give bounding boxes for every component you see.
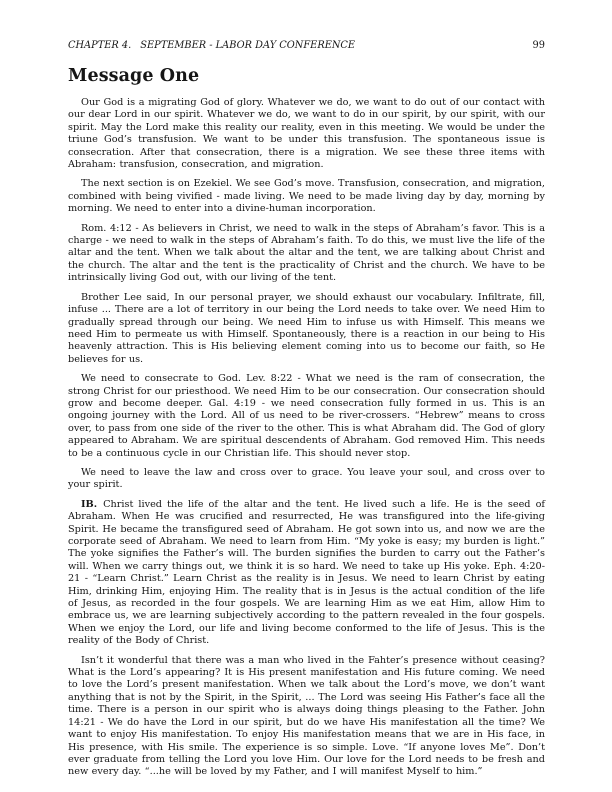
paragraph-text: Christ lived the life of the altar and the tent. He lived such a life. He is the seed of Abraham. When He was crucified and resurrected, He was transfigured into the life-giving Spirit. He became the transfigured seed of Abraham. He got sown into us, and now we are the corporate seed of Abraham. We need to learn from Him. “My yoke is easy; my burden is light.” The yoke signifies the Father’s will. The burden signifies the burden to carry out the Father’s will. When we carry things out, we think it is so hard. We need to take up His yoke. Eph. 4:20-21 - “Learn Christ.” Learn Christ as the reality is in Jesus. We need to learn Christ by eating Him, drinking Him, enjoying Him. The reality that is in Jesus is the actual condition of the life of Jesus, as recorded in the four gospels. We are learning Him as we eat Him, allow Him to embrace us, we are learning subjectively according to the pattern revealed in the four gospels. When we enjoy the Lord, our life and living become conformed to the life of Jesus. This is the reality of the Body of Christ. <box>68 498 545 647</box>
paragraph <box>68 223 545 285</box>
paragraph <box>68 655 545 779</box>
paragraph-text: Isn’t it wonderful that there was a man who lived in the Fahter’s presence without ceasing? What is the Lord’s appearing? It is His present manifestation and His future coming. We need to love the Lord’s present manifestation. When we talk about the Lord’s move, we don’t want anything that is not by the Spirit, in the Spirit, ... The Lord was seeing His Father’s face all the time. There is a person in our spirit who is always doing things pleasing to the Father. John 14:21 - We do have the Lord in our spirit, but do we have His manifestation all the time? We want to enjoy His manifestation. To enjoy His manifestation means that we are in His face, in His presence, with His smile. The experience is so simple. Love. “If anyone loves Me”. Don’t ever graduate from telling the Lord you love Him. Our love for the Lord needs to be fresh and new every day. “...he will be loved by my Father, and I will manifest Myself to him.” <box>68 654 545 778</box>
paragraph-text: The next section is on Ezekiel. We see God’s move. Transfusion, consecration, and migration, combined with being vivified - made living. We need to be made living day by day, morning by morning. We need to enter into a divine-human incorporation. <box>68 178 545 215</box>
paragraph-text: We need to leave the law and cross over to grace. You leave your soul, and cross over to your spirit. <box>68 466 545 491</box>
paragraph-text: We need to consecrate to God. Lev. 8:22 - What we need is the ram of consecration, the strong Christ for our priesthood. We need Him to be our consecration. Our consecration should grow and become deeper. Gal. 4:19 - we need consecration fully formed in us. This is an ongoing journey with the Lord. All of us need to be river-crossers. “Hebrew” means to cross over, to pass from one side of the river to the other. This is what Abraham did. The God of glory appeared to Abraham. We are spiritual descendents of Abraham. God removed Him. This needs to be a continuous cycle in our Christian life. This should never stop. <box>68 373 545 459</box>
paragraph-text: Brother Lee said, In our personal prayer, we should exhaust our vocabulary. Infiltrate, fill, infuse ... There are a lot of territory in our being the Lord needs to take over. We need Him to gradually spread through our being. We need Him to infuse us with Himself. This means we need Him to permeate us with Himself. Spontaneously, there is a reaction in our being to His heavenly attraction. This is His believing element coming into us to become our faith, so He believes for us. <box>68 291 545 365</box>
page-title: Message One <box>68 66 200 86</box>
chapter-label: CHAPTER 4. <box>68 40 132 51</box>
page-number: 99 <box>532 40 545 51</box>
paragraph <box>68 499 545 648</box>
paragraph <box>68 97 545 171</box>
paragraph-text: Rom. 4:12 - As believers in Christ, we need to walk in the steps of Abraham’s favor. This is a charge - we need to walk in the steps of Abraham’s faith. To do this, we must live the life of the altar and the tent. When we talk about the altar and the tent, we are talking about Christ and the church. The altar and the tent is the practicality of Christ and the church. We have to be intrinsically living God out, with our living of the tent. <box>68 222 545 284</box>
running-head <box>68 40 545 51</box>
paragraph <box>68 178 545 215</box>
running-head-chapter <box>68 40 355 51</box>
paragraph <box>68 467 545 492</box>
paragraph-text: Our God is a migrating God of glory. Whatever we do, we want to do out of our contact with our dear Lord in our spirit. Whatever we do, we want to do in our spirit, by our spirit, with our spirit. May the Lord make this reality our reality, even in this meeting. We would be under the triune God’s transfusion. We want to be under this transfusion. The spontaneous issue is consecration. After that consecration, there is a migration. We see these three items with Abraham: transfusion, consecration, and migration. <box>68 97 545 171</box>
paragraph <box>68 292 545 366</box>
paragraph-lead: IB. <box>81 498 98 510</box>
chapter-title: SEPTEMBER - LABOR DAY CONFERENCE <box>140 40 356 51</box>
paragraph <box>68 373 545 460</box>
